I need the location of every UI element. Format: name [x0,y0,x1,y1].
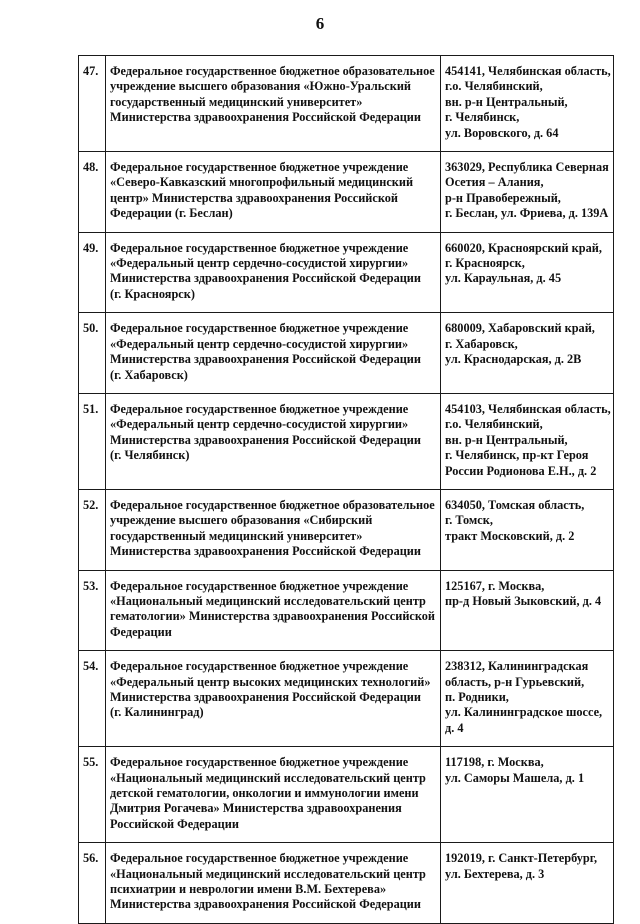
row-number: 55. [79,747,106,843]
institution-name-line: Федеральное государственное бюджетное учреждение [110,851,409,866]
institution-name-line: Федеральное государственное бюджетное образовательное [110,64,435,78]
institution-name-line: Федеральное государственное бюджетное учреждение [110,659,409,674]
institution-name-line: Министерства здравоохранения Российской Федерации [110,690,421,704]
table-row [79,747,614,843]
address-line: г. Челябинск, пр-кт Героя [445,448,589,463]
table-row [79,570,614,651]
address-line: 634050, Томская область, [445,497,585,512]
row-number: 52. [79,489,106,570]
institution-name-line: гематологии» Министерства здравоохранения Российской [110,609,436,624]
address-line: ул. Саморы Машела, д. 1 [445,770,585,785]
institution-name-cell [106,843,441,924]
address-line: 125167, г. Москва, [445,578,545,593]
institution-name-cell [106,651,441,747]
address-line: 238312, Калининградская [445,659,589,674]
institution-name-line: «Федеральный центр сердечно-сосудистой хирургии» [110,336,409,351]
institution-name-line: учреждение высшего образования «Сибирский [110,513,373,528]
institution-name-line: Министерства здравоохранения Российской Федерации [110,110,421,125]
row-number: 50. [79,313,106,394]
institution-name-cell [106,393,441,489]
institution-name-line: «Национальный медицинский исследовательский центр [110,770,426,785]
institution-name-line: детской гематологии, онкологии и иммунологии имени [110,786,419,801]
institution-name-cell [106,570,441,651]
institution-name-line: Федеральное государственное бюджетное учреждение [110,321,409,336]
address-cell [441,747,614,843]
address-cell [441,570,614,651]
table-row [79,56,614,152]
address-line: г.о. Челябинский, [445,79,543,94]
address-line: 117198, г. Москва, [445,755,544,770]
institution-name-line: Федеральное государственное бюджетное учреждение [110,578,409,593]
address-line: 454141, Челябинская область, [445,64,611,78]
table-row [79,393,614,489]
address-line: г. Челябинск, [445,110,520,125]
table-row [79,489,614,570]
institution-name-line: Министерства здравоохранения Российской Федерации [110,432,421,447]
institution-name-cell [106,313,441,394]
address-line: 363029, Республика Северная [445,160,609,175]
institution-name-line: «Национальный медицинский исследовательский центр [110,593,426,608]
address-cell [441,843,614,924]
address-cell [441,232,614,313]
address-line: 192019, г. Санкт-Петербург, [445,851,598,866]
institution-name-cell [106,489,441,570]
table-row [79,651,614,747]
table-row [79,843,614,924]
address-line: р-н Правобережный, [445,190,561,205]
institution-name-line: Федеральное государственное бюджетное учреждение [110,401,409,416]
address-line: Осетия – Алания, [445,175,544,190]
address-line: д. 4 [445,720,464,735]
institution-name-line: (г. Челябинск) [110,448,190,463]
institution-name-line: Министерства здравоохранения Российской Федерации [110,352,421,367]
institution-name-line: «Федеральный центр сердечно-сосудистой хирургии» [110,256,409,271]
institution-name-line: государственный медицинский университет» [110,528,363,543]
row-number: 53. [79,570,106,651]
address-line: 454103, Челябинская область, [445,401,611,416]
institutions-table [78,55,614,924]
address-line: вн. р-н Центральный, [445,432,568,447]
address-cell [441,56,614,152]
address-line: область, р-н Гурьевский, [445,674,585,689]
institution-name-line: Федерации (г. Беслан) [110,206,233,221]
address-line: ул. Бехтерева, д. 3 [445,866,545,881]
address-line: ул. Караульная, д. 45 [445,271,562,286]
institution-name-line: Федеральное государственное бюджетное учреждение [110,755,409,770]
institution-name-line: (г. Красноярск) [110,286,195,301]
institution-name-line: Дмитрия Рогачева» Министерства здравоохранения [110,801,402,816]
address-line: тракт Московский, д. 2 [445,528,575,543]
address-cell [441,152,614,233]
address-line: 660020, Красноярский край, [445,240,602,255]
institution-name-cell [106,232,441,313]
row-number: 48. [79,152,106,233]
page-number: 6 [315,14,325,33]
institution-name-line: «Федеральный центр сердечно-сосудистой хирургии» [110,417,409,432]
institution-name-line: психиатрии и неврологии имени В.М. Бехтерева» [110,882,387,897]
address-line: пр-д Новый Зыковский, д. 4 [445,593,602,608]
row-number: 49. [79,232,106,313]
table-row [79,313,614,394]
row-number: 54. [79,651,106,747]
address-cell [441,393,614,489]
institution-name-line: Федеральное государственное бюджетное учреждение [110,160,409,175]
institution-name-line: центр» Министерства здравоохранения Российской [110,190,399,205]
address-line: ул. Воровского, д. 64 [445,125,559,140]
institution-name-line: Федеральное государственное бюджетное учреждение [110,240,409,255]
institution-name-line: Министерства здравоохранения Российской Федерации [110,544,421,559]
institution-name-line: (г. Хабаровск) [110,367,188,382]
address-line: России Родионова Е.Н., д. 2 [445,463,597,478]
address-line: ул. Краснодарская, д. 2В [445,352,582,367]
institution-name-line: Федеральное государственное бюджетное образовательное [110,497,435,512]
institution-name-line: Министерства здравоохранения Российской Федерации [110,271,421,286]
institution-name-line: Федерации [110,624,172,639]
institution-name-line: учреждение высшего образования «Южно-Уральский [110,79,412,94]
address-line: п. Родники, [445,690,509,704]
table-row [79,152,614,233]
address-line: вн. р-н Центральный, [445,94,568,109]
institution-name-line: Российской Федерации [110,816,239,831]
address-line: г. Красноярск, [445,256,525,271]
address-line: г.о. Челябинский, [445,417,543,432]
address-cell [441,489,614,570]
address-cell [441,651,614,747]
institution-name-cell [106,56,441,152]
address-line: г. Беслан, ул. Фриева, д. 139А [445,206,609,221]
address-line: ул. Калининградское шоссе, [445,705,603,720]
institution-name-line: Министерства здравоохранения Российской Федерации [110,897,421,912]
address-cell [441,313,614,394]
address-line: г. Хабаровск, [445,336,518,351]
row-number: 47. [79,56,106,152]
institution-name-line: «Северо-Кавказский многопрофильный медицинский [110,175,414,190]
row-number: 51. [79,393,106,489]
institution-name-line: «Федеральный центр высоких медицинских технологий» [110,674,431,689]
address-line: 680009, Хабаровский край, [445,321,595,336]
institution-name-line: (г. Калининград) [110,705,204,720]
institution-name-cell [106,152,441,233]
institution-name-cell [106,747,441,843]
row-number: 56. [79,843,106,924]
institutions-table-body [79,56,614,924]
institution-name-line: «Национальный медицинский исследовательский центр [110,866,426,881]
table-row [79,232,614,313]
address-line: г. Томск, [445,513,493,528]
institution-name-line: государственный медицинский университет» [110,94,363,109]
